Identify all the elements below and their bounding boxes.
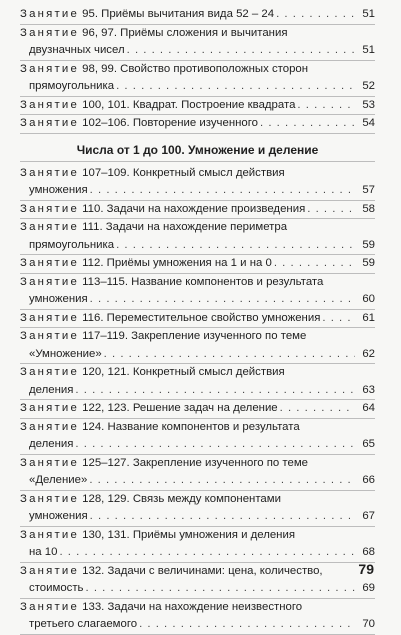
toc-group-2 — [20, 165, 375, 635]
toc-entry-page: 51 — [362, 8, 375, 20]
toc-entry-title: Занятие 95. Приёмы вычитания вида 52 – 24 — [20, 8, 275, 20]
toc-entry — [20, 364, 375, 400]
toc-entry-page: 59 — [362, 238, 375, 251]
dot-leader — [90, 182, 355, 200]
toc-entry — [20, 400, 375, 419]
toc-entry-title: Занятие 130, 131. Приёмы умножения и деления — [20, 528, 296, 541]
toc-entry-page: 67 — [362, 510, 375, 522]
toc-entry-title-continued: деления — [29, 438, 74, 450]
toc-entry — [20, 219, 375, 255]
toc-entry — [20, 310, 375, 329]
toc-entry-title-continued: на 10 — [29, 546, 58, 558]
toc-entry — [20, 201, 375, 220]
toc-entry — [20, 328, 375, 364]
toc-entry-page: 65 — [362, 438, 375, 450]
toc-entry-title: Занятие 112. Приёмы умножения на 1 и на 0 — [20, 257, 272, 269]
toc-entry — [20, 255, 375, 274]
toc-entry-title: Занятие 102–106. Повторение изученного — [20, 117, 258, 129]
toc-entry-title: Занятие 133. Задачи на нахождение неизвестного — [20, 600, 303, 613]
toc-entry — [20, 455, 375, 491]
page-number: 79 — [358, 561, 374, 577]
toc-entry-title-continued: прямоугольника — [29, 238, 115, 251]
toc-entry — [20, 115, 375, 134]
toc-entry-title: Занятие 113–115. Название компонентов и результата — [20, 275, 324, 288]
toc-entry — [20, 97, 375, 116]
toc-entry — [20, 165, 375, 201]
toc-entry-title: Занятие 98, 99. Свойство противоположных сторон — [20, 62, 309, 75]
toc-entry-title-continued: стоимость — [29, 582, 84, 594]
toc-entry-page: 62 — [362, 347, 375, 360]
toc-entry-title: Занятие 100, 101. Квадрат. Построение квадрата — [20, 98, 296, 111]
dot-leader — [274, 255, 355, 273]
toc-entry-page: 66 — [362, 474, 375, 486]
toc-entry — [20, 25, 375, 61]
toc-entry-title-continued: третьего слагаемого — [29, 618, 138, 630]
toc-entry-page: 57 — [362, 184, 375, 196]
toc-entry — [20, 491, 375, 527]
toc-entry-page: 69 — [362, 582, 375, 594]
toc-entry-page: 54 — [362, 117, 375, 129]
toc-entry-title: Занятие 96, 97. Приёмы сложения и вычитания — [20, 26, 288, 39]
toc-entry-page: 52 — [362, 80, 375, 92]
toc-entry-page: 53 — [362, 98, 375, 111]
dot-leader — [59, 544, 355, 562]
toc-entry-title-continued: двузначных чисел — [29, 44, 125, 56]
dot-leader — [280, 400, 355, 418]
toc-entry — [20, 563, 375, 599]
toc-entry-title: Занятие 124. Название компонентов и результата — [20, 420, 300, 433]
toc-entry-title: Занятие 122, 123. Решение задач на деление — [20, 402, 278, 414]
toc-entry-page: 63 — [362, 383, 375, 396]
toc-entry-page: 61 — [362, 311, 375, 324]
dot-leader — [104, 346, 355, 364]
toc-entry — [20, 419, 375, 455]
dot-leader — [75, 436, 355, 454]
toc-entry — [20, 599, 375, 635]
toc-entry-page: 64 — [362, 402, 375, 414]
dot-leader — [116, 78, 355, 96]
toc-entry-title: Занятие 116. Переместительное свойство умножения — [20, 311, 321, 324]
toc-entry-title-continued: умножения — [29, 510, 88, 522]
toc-entry — [20, 6, 375, 25]
dot-leader — [116, 237, 355, 255]
toc-entry-title: Занятие 110. Задачи на нахождение произведения — [20, 202, 306, 215]
toc-entry-title: Занятие 111. Задачи на нахождение периметра — [20, 221, 288, 233]
dot-leader — [260, 115, 355, 133]
toc-entry — [20, 527, 375, 563]
toc-entry — [20, 61, 375, 97]
dot-leader — [127, 42, 355, 60]
toc-entry-title-continued: прямоугольника — [29, 80, 115, 92]
toc-entry-title: Занятие 120, 121. Конкретный смысл действия — [20, 366, 285, 378]
toc-entry-page: 68 — [362, 546, 375, 558]
toc-entry-title-continued: «Деление» — [29, 474, 88, 486]
dot-leader — [90, 291, 355, 309]
toc-entry — [20, 274, 375, 310]
dot-leader — [307, 201, 355, 219]
toc-entry-title-continued: деления — [29, 383, 74, 396]
toc-group-1 — [20, 6, 375, 134]
toc-entry-page: 60 — [362, 293, 375, 305]
dot-leader — [86, 580, 356, 598]
toc-entry-page: 58 — [362, 202, 375, 215]
toc-entry-title: Занятие 117–119. Закрепление изученного по теме — [20, 330, 307, 342]
toc-entry-title-continued: «Умножение» — [29, 347, 102, 360]
dot-leader — [75, 382, 355, 400]
dot-leader — [276, 6, 355, 24]
toc-entry-page: 59 — [362, 257, 375, 269]
dot-leader — [139, 616, 355, 634]
dot-leader — [89, 472, 355, 490]
toc-entry-page: 70 — [362, 618, 375, 630]
toc-entry-title: Занятие 107–109. Конкретный смысл действия — [20, 166, 285, 179]
toc-entry-title: Занятие 132. Задачи с величинами: цена, количество, — [20, 564, 323, 577]
toc-entry-title-continued: умножения — [29, 293, 88, 305]
section-heading: Числа от 1 до 100. Умножение и деление — [20, 142, 375, 162]
toc-entry-title: Занятие 125–127. Закрепление изученного по теме — [20, 456, 309, 469]
toc-entry-title: Занятие 128, 129. Связь между компонентами — [20, 492, 281, 505]
toc-entry-title-continued: умножения — [29, 184, 88, 196]
table-of-contents — [20, 6, 375, 635]
dot-leader — [322, 310, 355, 328]
dot-leader — [90, 508, 355, 526]
toc-entry-page: 51 — [362, 44, 375, 56]
dot-leader — [297, 97, 355, 115]
